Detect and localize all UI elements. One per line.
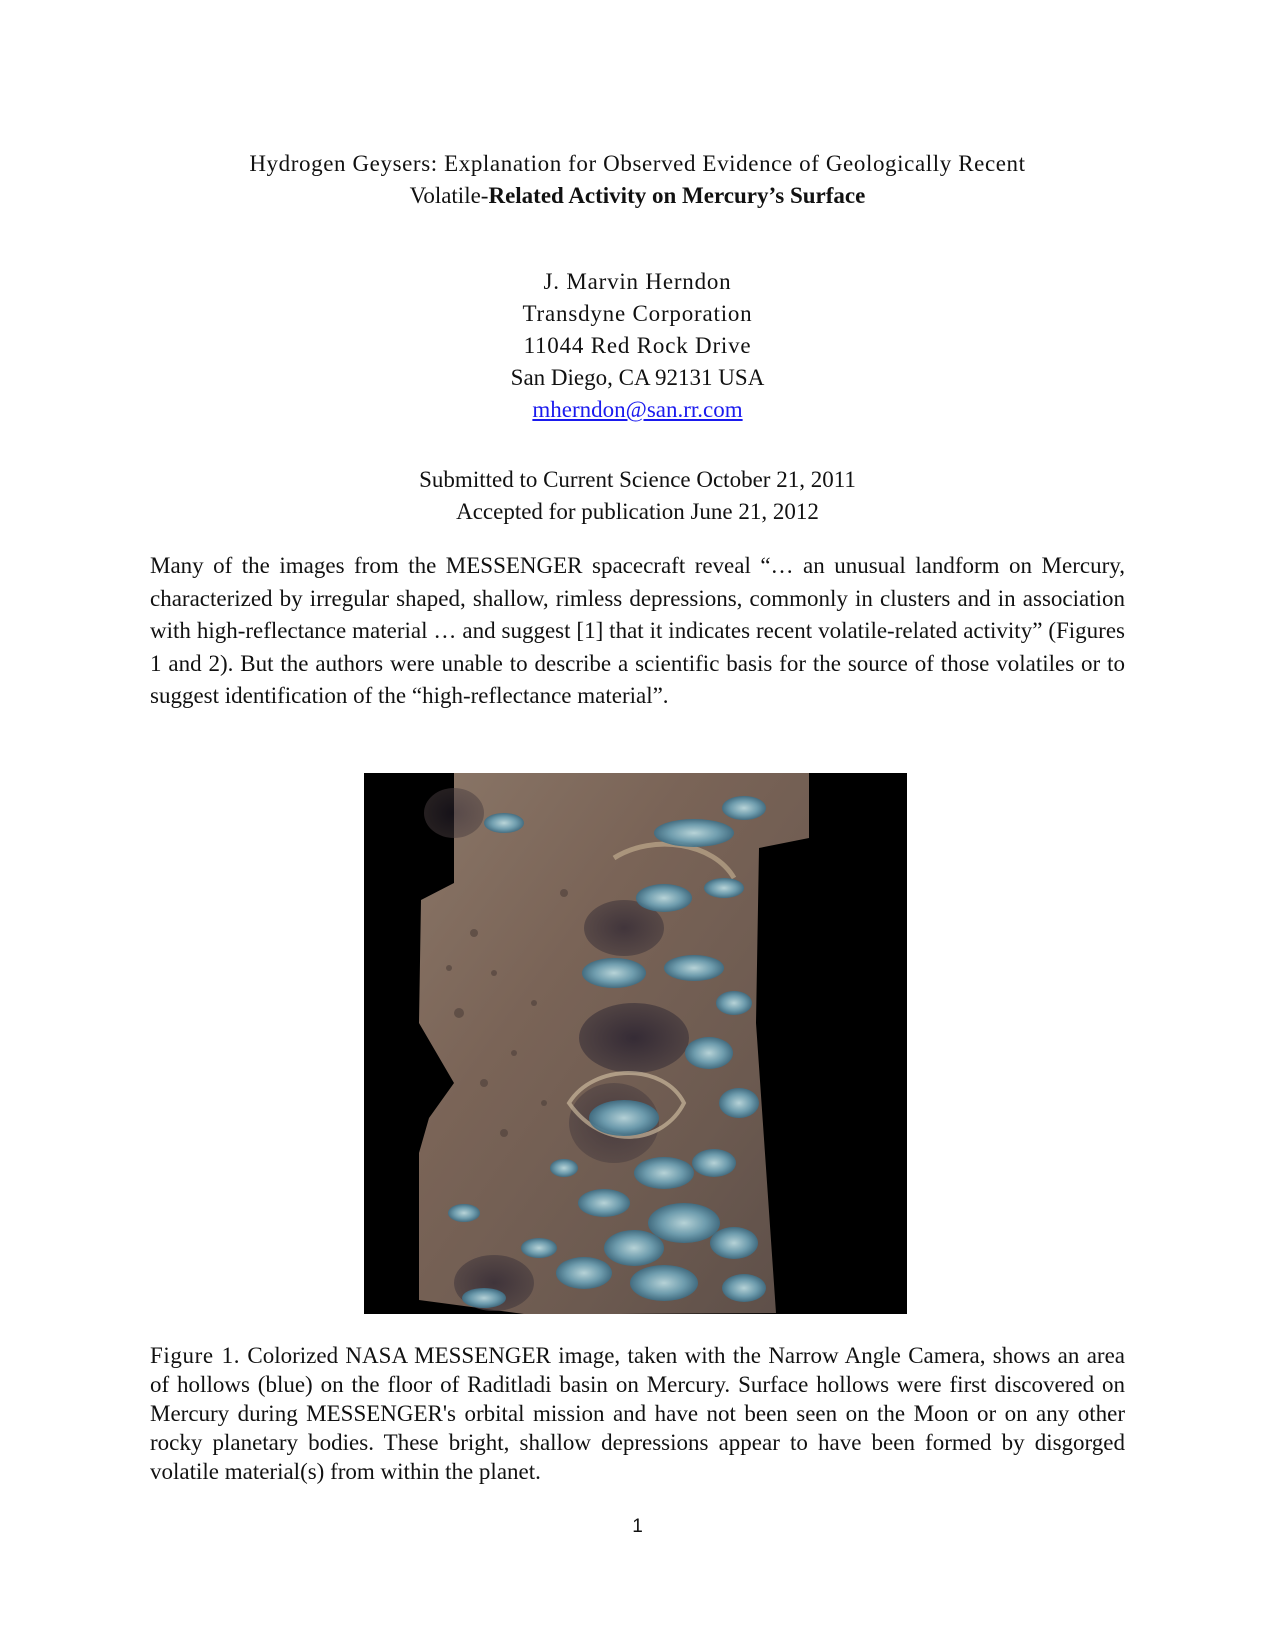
body-paragraph: Many of the images from the MESSENGER spacecraft reveal “… an unusual landform on Mercury, characterized by irregular shaped, shallow, rimless depressions, commonly in clusters and in association with high-reflectance material … and suggest [1] that it indicates recent volatile-related activity” (Figures 1 and 2). But the authors were unable to describe a scientific basis for the source of those volatiles or to suggest identification of the “high-reflectance material”. bbox=[150, 553, 1125, 708]
accepted-date: Accepted for publication June 21, 2012 bbox=[456, 499, 819, 524]
title-line-2-plain: Volatile- bbox=[409, 183, 489, 208]
title-line-1: Hydrogen Geysers: Explanation for Observed Evidence of Geologically Recent bbox=[249, 151, 1026, 176]
author-name: J. Marvin Herndon bbox=[543, 269, 732, 294]
paper-title bbox=[150, 148, 1125, 212]
title-line-2 bbox=[150, 180, 1125, 212]
author-block bbox=[300, 266, 975, 426]
author-street: 11044 Red Rock Drive bbox=[523, 333, 752, 358]
mercury-hollows-image bbox=[364, 773, 907, 1314]
author-city: San Diego, CA 92131 USA bbox=[510, 365, 765, 390]
submitted-date: Submitted to Current Science October 21, 2011 bbox=[419, 467, 856, 492]
figure-1-caption-text: Colorized NASA MESSENGER image, taken with the Narrow Angle Camera, shows an area of hollows (blue) on the floor of Raditladi basin on Mercury. Surface hollows were first discovered on Mercury during MESSENGER's orbital mission and have not been seen on the Moon or on any other rocky planetary bodies. These bright, shallow depressions appear to have been formed by disgorged volatile material(s) from within the planet. bbox=[150, 1343, 1125, 1484]
figure-1-image bbox=[364, 773, 907, 1314]
figure-1-label: Figure 1. bbox=[150, 1343, 241, 1368]
title-line-2-bold: Related Activity on Mercury’s Surface bbox=[488, 183, 866, 208]
author-email-link[interactable]: mherndon@san.rr.com bbox=[532, 397, 743, 422]
page-number: 1 bbox=[632, 1516, 643, 1537]
publication-dates bbox=[300, 464, 975, 528]
figure-1-caption bbox=[150, 1341, 1125, 1486]
author-organization: Transdyne Corporation bbox=[522, 301, 753, 326]
